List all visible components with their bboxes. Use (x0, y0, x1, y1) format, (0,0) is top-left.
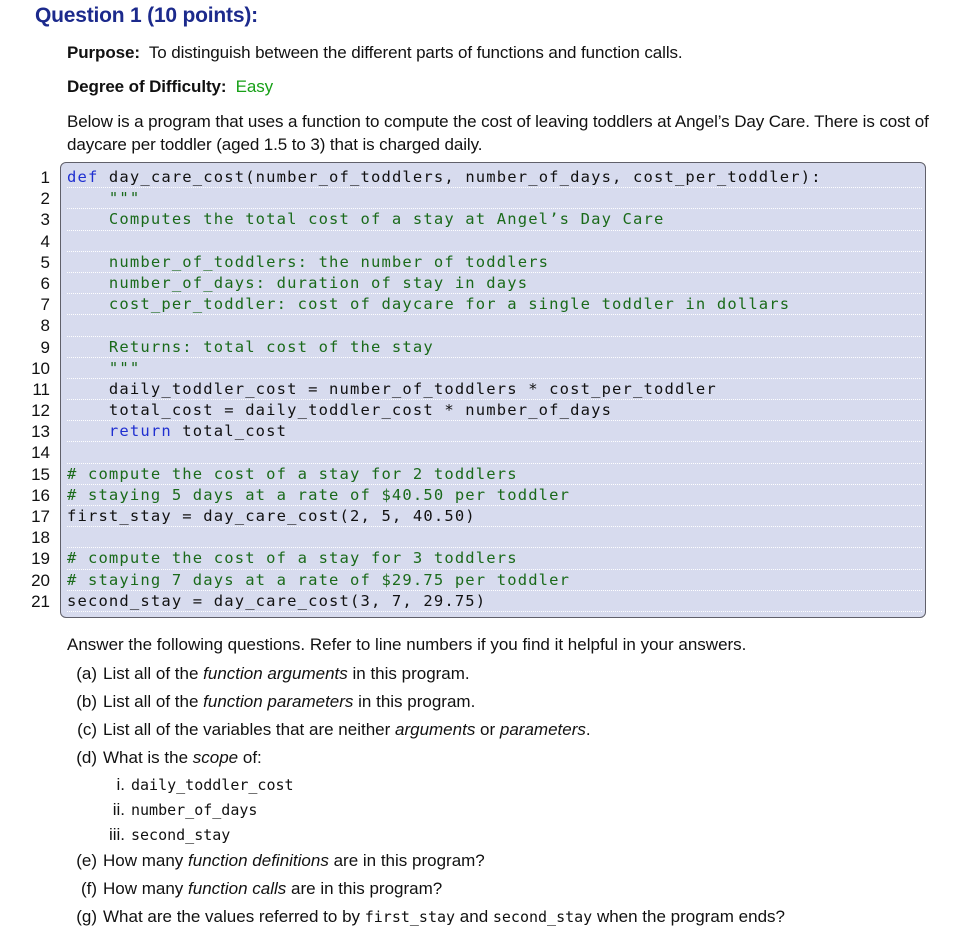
code-line (67, 337, 922, 358)
question-c-label: (c) (77, 720, 97, 739)
purpose-text: To distinguish between the different parts of functions and function calls. (148, 43, 683, 62)
code-docstring: Computes the total cost of a stay at Angel’s Day Care (67, 210, 665, 229)
question-d-label: (d) (76, 748, 97, 767)
code-line (67, 421, 922, 442)
code-docstring: number_of_days: duration of stay in days (67, 273, 529, 292)
code-text: total_cost (171, 422, 288, 441)
code-docstring: Returns: total cost of the stay (67, 337, 434, 356)
code-text: daily_toddler_cost = number_of_toddlers * cost_per_toddler (67, 379, 717, 398)
question-g-code-1: first_stay (364, 908, 456, 926)
line-number: 19 (31, 549, 50, 569)
question-c-tail: . (585, 720, 591, 739)
line-number: 16 (31, 485, 50, 505)
question-d-iii-code: second_stay (131, 826, 231, 844)
line-numbers (18, 167, 50, 612)
code-line (67, 591, 922, 612)
question-a-label: (a) (76, 664, 97, 683)
question-b-tail: in this program. (353, 692, 476, 711)
question-f (67, 879, 442, 899)
question-b-emphasis: function parameters (203, 692, 354, 711)
question-g-tail: when the program ends? (592, 907, 786, 926)
answer-instruction: Answer the following questions. Refer to line numbers if you find it helpful in your answers. (67, 635, 747, 654)
line-number: 2 (40, 189, 50, 209)
question-d-ii-label: ii. (112, 800, 125, 819)
question-a-emphasis: function arguments (203, 664, 348, 683)
question-c-text: List all of the variables that are neither (103, 720, 395, 739)
question-d (67, 748, 262, 768)
line-number: 14 (31, 443, 50, 463)
question-f-label: (f) (80, 879, 97, 898)
code-line (67, 548, 922, 569)
code-line (67, 464, 922, 485)
line-number: 15 (31, 464, 50, 484)
line-number: 11 (32, 379, 50, 399)
code-comment: # staying 5 days at a rate of $40.50 per toddler (67, 485, 571, 504)
line-number: 12 (31, 401, 50, 421)
line-number: 9 (40, 337, 50, 357)
question-d-iii-label: iii. (108, 825, 125, 844)
code-line (67, 358, 922, 379)
question-c-emphasis-1: arguments (395, 720, 476, 739)
code-keyword: def (67, 168, 99, 186)
code-docstring: number_of_toddlers: the number of toddlers (67, 252, 550, 271)
question-d-iii (103, 825, 230, 845)
difficulty-label: Degree of Difficulty: (67, 77, 227, 96)
question-g-label: (g) (76, 907, 97, 926)
question-f-emphasis: function calls (188, 879, 287, 898)
code-docstring: cost_per_toddler: cost of daycare for a single toddler in dollars (67, 295, 791, 314)
intro-paragraph: Below is a program that uses a function to compute the cost of leaving toddlers at Angel’s Day Care. There is cost of daycare per toddler (aged 1.5 to 3) that is charged daily. (67, 112, 929, 154)
code-comment: # staying 7 days at a rate of $29.75 per toddler (67, 570, 571, 589)
code-comment: # compute the cost of a stay for 3 toddlers (67, 549, 518, 568)
question-g-mid: and (455, 907, 493, 926)
code-line (67, 506, 922, 527)
code-text: day_care_cost(number_of_toddlers, number_of_days, cost_per_toddler): (98, 168, 822, 186)
code-keyword: return (67, 422, 172, 441)
question-b-label: (b) (76, 692, 97, 711)
line-number: 8 (40, 316, 50, 336)
line-number: 1 (40, 168, 50, 187)
code-line (67, 231, 922, 252)
question-e-tail: are in this program? (328, 851, 485, 870)
line-number: 18 (31, 528, 50, 548)
purpose-line (67, 41, 683, 64)
question-f-tail: are in this program? (286, 879, 443, 898)
code-line (67, 209, 922, 230)
question-d-i-code: daily_toddler_cost (131, 776, 294, 794)
code-line (67, 570, 922, 591)
question-g-text: What are the values referred to by (103, 907, 365, 926)
code-line (67, 315, 922, 336)
question-a-text: List all of the (103, 664, 204, 683)
difficulty-line (67, 75, 273, 98)
question-a (67, 664, 470, 684)
line-number: 5 (40, 252, 50, 272)
question-c-emphasis-2: parameters (499, 720, 586, 739)
code-docstring: """ (67, 358, 141, 377)
purpose-label: Purpose: (67, 43, 140, 62)
question-b-text: List all of the (103, 692, 204, 711)
code-text: second_stay = day_care_cost(3, 7, 29.75) (67, 591, 487, 610)
line-number: 10 (31, 358, 50, 378)
code-text: total_cost = daily_toddler_cost * number_of_days (67, 401, 613, 420)
code-line (67, 400, 922, 421)
question-d-text: What is the (103, 748, 193, 767)
code-docstring: """ (67, 189, 141, 208)
question-e-emphasis: function definitions (188, 851, 329, 870)
code-line (67, 167, 922, 188)
question-d-i-label: i. (116, 775, 125, 794)
line-number: 6 (40, 273, 50, 293)
line-number: 7 (40, 295, 50, 315)
code-line (67, 252, 922, 273)
question-c (67, 720, 591, 740)
line-number: 3 (40, 210, 50, 230)
line-number: 17 (31, 507, 50, 526)
question-a-tail: in this program. (347, 664, 470, 683)
code-line (67, 188, 922, 209)
code-comment: # compute the cost of a stay for 2 toddlers (67, 464, 518, 483)
question-title: Question 1 (10 points): (35, 4, 258, 27)
code-lines (67, 167, 922, 612)
code-line (67, 379, 922, 400)
line-number: 4 (40, 231, 50, 251)
question-d-tail: of: (238, 748, 262, 767)
question-b (67, 692, 475, 712)
line-number: 13 (31, 422, 50, 442)
question-f-text: How many (103, 879, 189, 898)
question-d-ii-code: number_of_days (131, 801, 258, 819)
question-e-text: How many (103, 851, 189, 870)
code-line (67, 527, 922, 548)
question-g-code-2: second_stay (492, 908, 593, 926)
difficulty-value: Easy (235, 77, 274, 96)
question-d-i (103, 775, 294, 795)
question-g (67, 907, 785, 927)
code-line (67, 442, 922, 463)
line-number: 21 (31, 591, 50, 611)
code-text: first_stay = day_care_cost(2, 5, 40.50) (67, 507, 476, 525)
code-line (67, 273, 922, 294)
question-e-label: (e) (76, 851, 97, 870)
code-line (67, 294, 922, 315)
question-e (67, 851, 485, 871)
question-d-ii (103, 800, 257, 820)
question-c-mid: or (475, 720, 500, 739)
question-d-emphasis: scope (192, 748, 239, 767)
code-line (67, 485, 922, 506)
line-number: 20 (31, 570, 50, 590)
